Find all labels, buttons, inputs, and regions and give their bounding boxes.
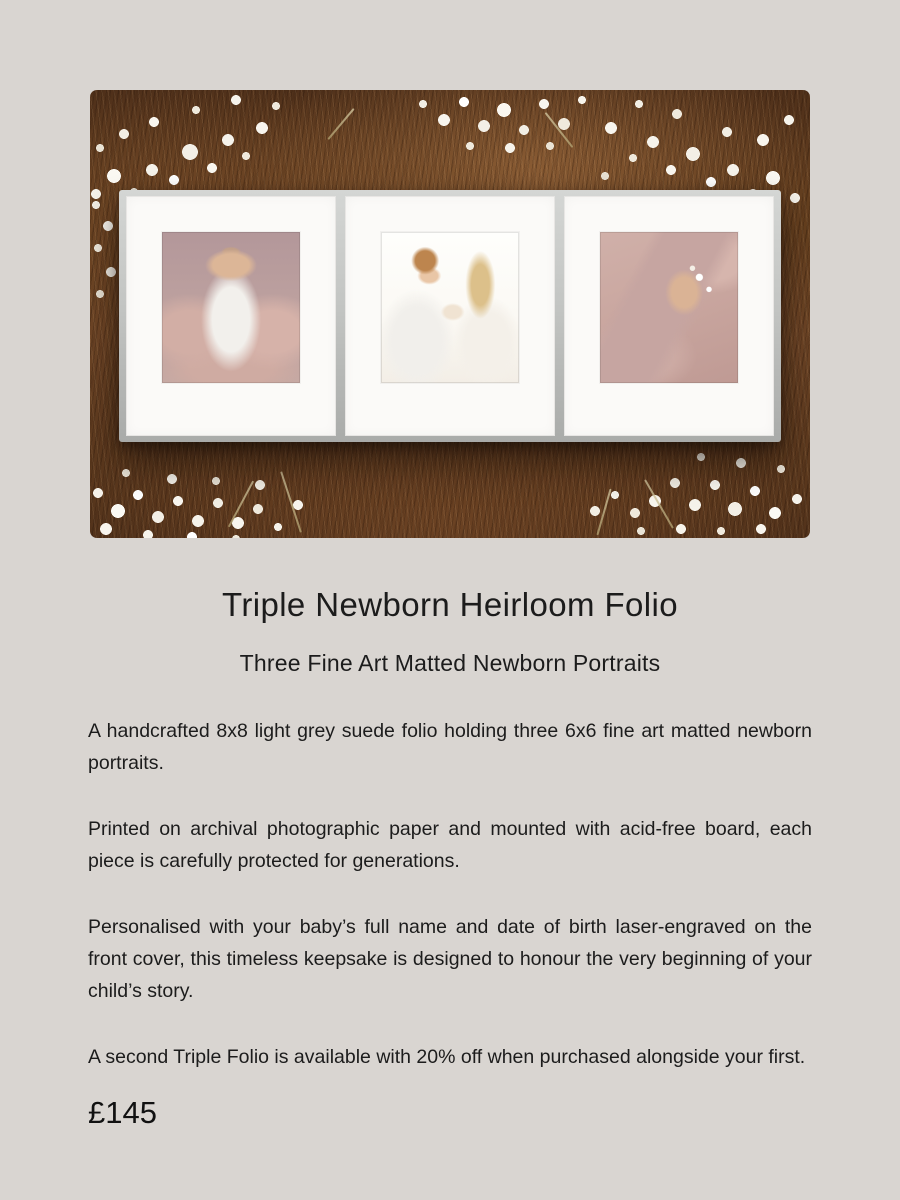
product-title: Triple Newborn Heirloom Folio	[221, 586, 679, 623]
babys-breath-cluster-top-center	[408, 90, 603, 168]
parents-with-newborn-portrait-center	[381, 232, 520, 383]
newborn-portrait-right	[600, 232, 739, 383]
flower-stem	[596, 489, 611, 536]
flower-stem	[228, 481, 254, 528]
product-price: £145	[88, 1095, 157, 1130]
suede-triple-folio	[119, 190, 781, 442]
description-paragraph-2: Printed on archival photographic paper and mounted with acid-free board, each piece is carefully protected for generations.	[88, 818, 812, 872]
product-subtitle: Three Fine Art Matted Newborn Portraits	[239, 650, 661, 676]
folio-mat-right	[564, 196, 774, 436]
newborn-portrait-left	[162, 232, 301, 383]
flower-stem	[280, 471, 302, 532]
folio-mat-center	[345, 196, 555, 436]
flower-stem	[327, 108, 354, 140]
product-hero-image	[90, 90, 810, 538]
description-paragraph-4: A second Triple Folio is available with 20% off when purchased alongside your first.	[88, 1046, 806, 1068]
folio-mat-left	[126, 196, 336, 436]
flower-stem	[545, 112, 574, 148]
flower-stem	[644, 479, 674, 528]
description-paragraph-1: A handcrafted 8x8 light grey suede folio holding three 6x6 fine art matted newborn portraits.	[88, 720, 812, 774]
product-description	[88, 715, 812, 1073]
description-paragraph-3: Personalised with your baby’s full name and date of birth laser-engraved on the front cover, this timeless keepsake is designed to honour the very beginning of your child’s story.	[88, 916, 812, 1002]
